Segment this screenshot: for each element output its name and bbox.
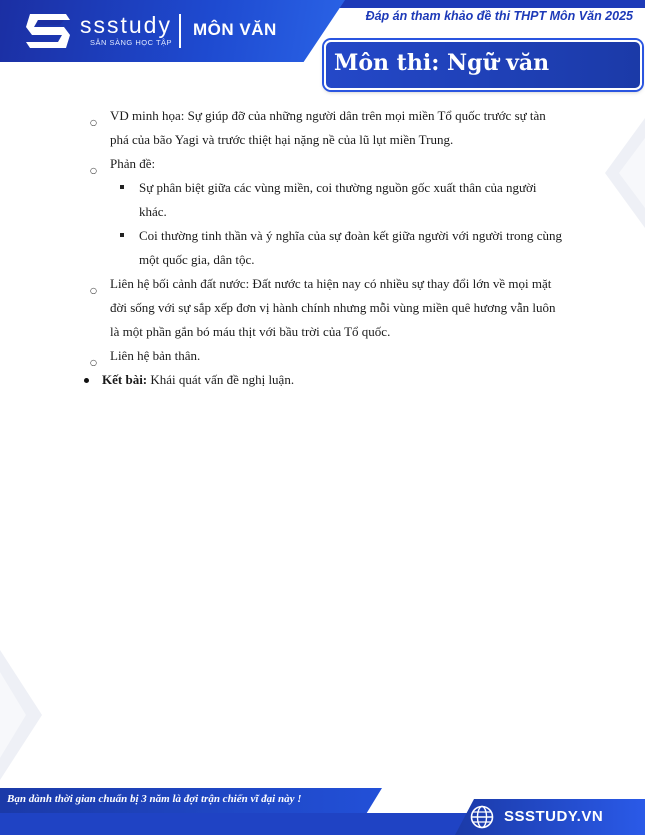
header-divider (179, 14, 181, 48)
list-item-text: Liên hệ bối cảnh đất nước: Đất nước ta hiện nay có nhiều sự thay đổi lớn về mọi mặt (110, 276, 552, 291)
exam-title-box (324, 40, 642, 90)
document-title: Đáp án tham khảo đề thi THPT Môn Văn 2025 (365, 9, 633, 23)
list-bullet-circle: ○ (90, 286, 97, 295)
ket-bai-label: Kết bài: (102, 372, 148, 387)
decorative-triangle-right (605, 118, 645, 228)
list-bullet-circle: ○ (90, 358, 97, 367)
list-bullet-square (120, 185, 124, 189)
list-item-text: phá của bão Yagi và trước thiệt hại nặng nề của lũ lụt miền Trung. (110, 132, 454, 147)
list-item-text: VD minh họa: Sự giúp đỡ của những người dân trên mọi miền Tổ quốc trước sự tàn (110, 108, 546, 123)
list-item-text: đời sống với sự sắp xếp đơn vị hành chính nhưng mỗi vùng miền quê hương vẫn luôn (110, 300, 556, 315)
ket-bai-line (102, 368, 294, 392)
globe-icon (470, 805, 494, 829)
brand-tagline: SẴN SÀNG HỌC TẬP (90, 38, 173, 47)
ssstudy-logo-icon (24, 12, 72, 50)
list-item-text: Sự phân biệt giữa các vùng miền, coi thường nguồn gốc xuất thân của người (139, 180, 537, 195)
footer-message: Bạn dành thời gian chuẩn bị 3 năm là đợi trận chiến vĩ đại này ! (7, 793, 302, 805)
list-item-text: là một phần gắn bó máu thịt với bầu trời của Tổ quốc. (110, 324, 391, 339)
list-bullet-dot (84, 378, 89, 383)
list-bullet-square (120, 233, 124, 237)
ket-bai-text: Khái quát vấn đề nghị luận. (150, 372, 295, 387)
list-bullet-circle: ○ (90, 166, 97, 175)
decorative-triangle-left (0, 650, 42, 780)
list-item-text: một quốc gia, dân tộc. (139, 252, 255, 267)
subject-label: MÔN VĂN (193, 20, 277, 39)
list-item-text: khác. (139, 204, 167, 219)
list-item-text: Phản đề: (110, 156, 156, 171)
list-item-text: Liên hệ bản thân. (110, 348, 201, 363)
exam-title: Môn thi: Ngữ văn (334, 50, 550, 76)
list-bullet-circle: ○ (90, 118, 97, 127)
brand-name: ssstudy (80, 12, 172, 38)
list-item-text: Coi thường tinh thần và ý nghĩa của sự đoàn kết giữa người với người trong cùng (139, 228, 563, 243)
website-link[interactable]: SSSTUDY.VN (504, 808, 604, 825)
